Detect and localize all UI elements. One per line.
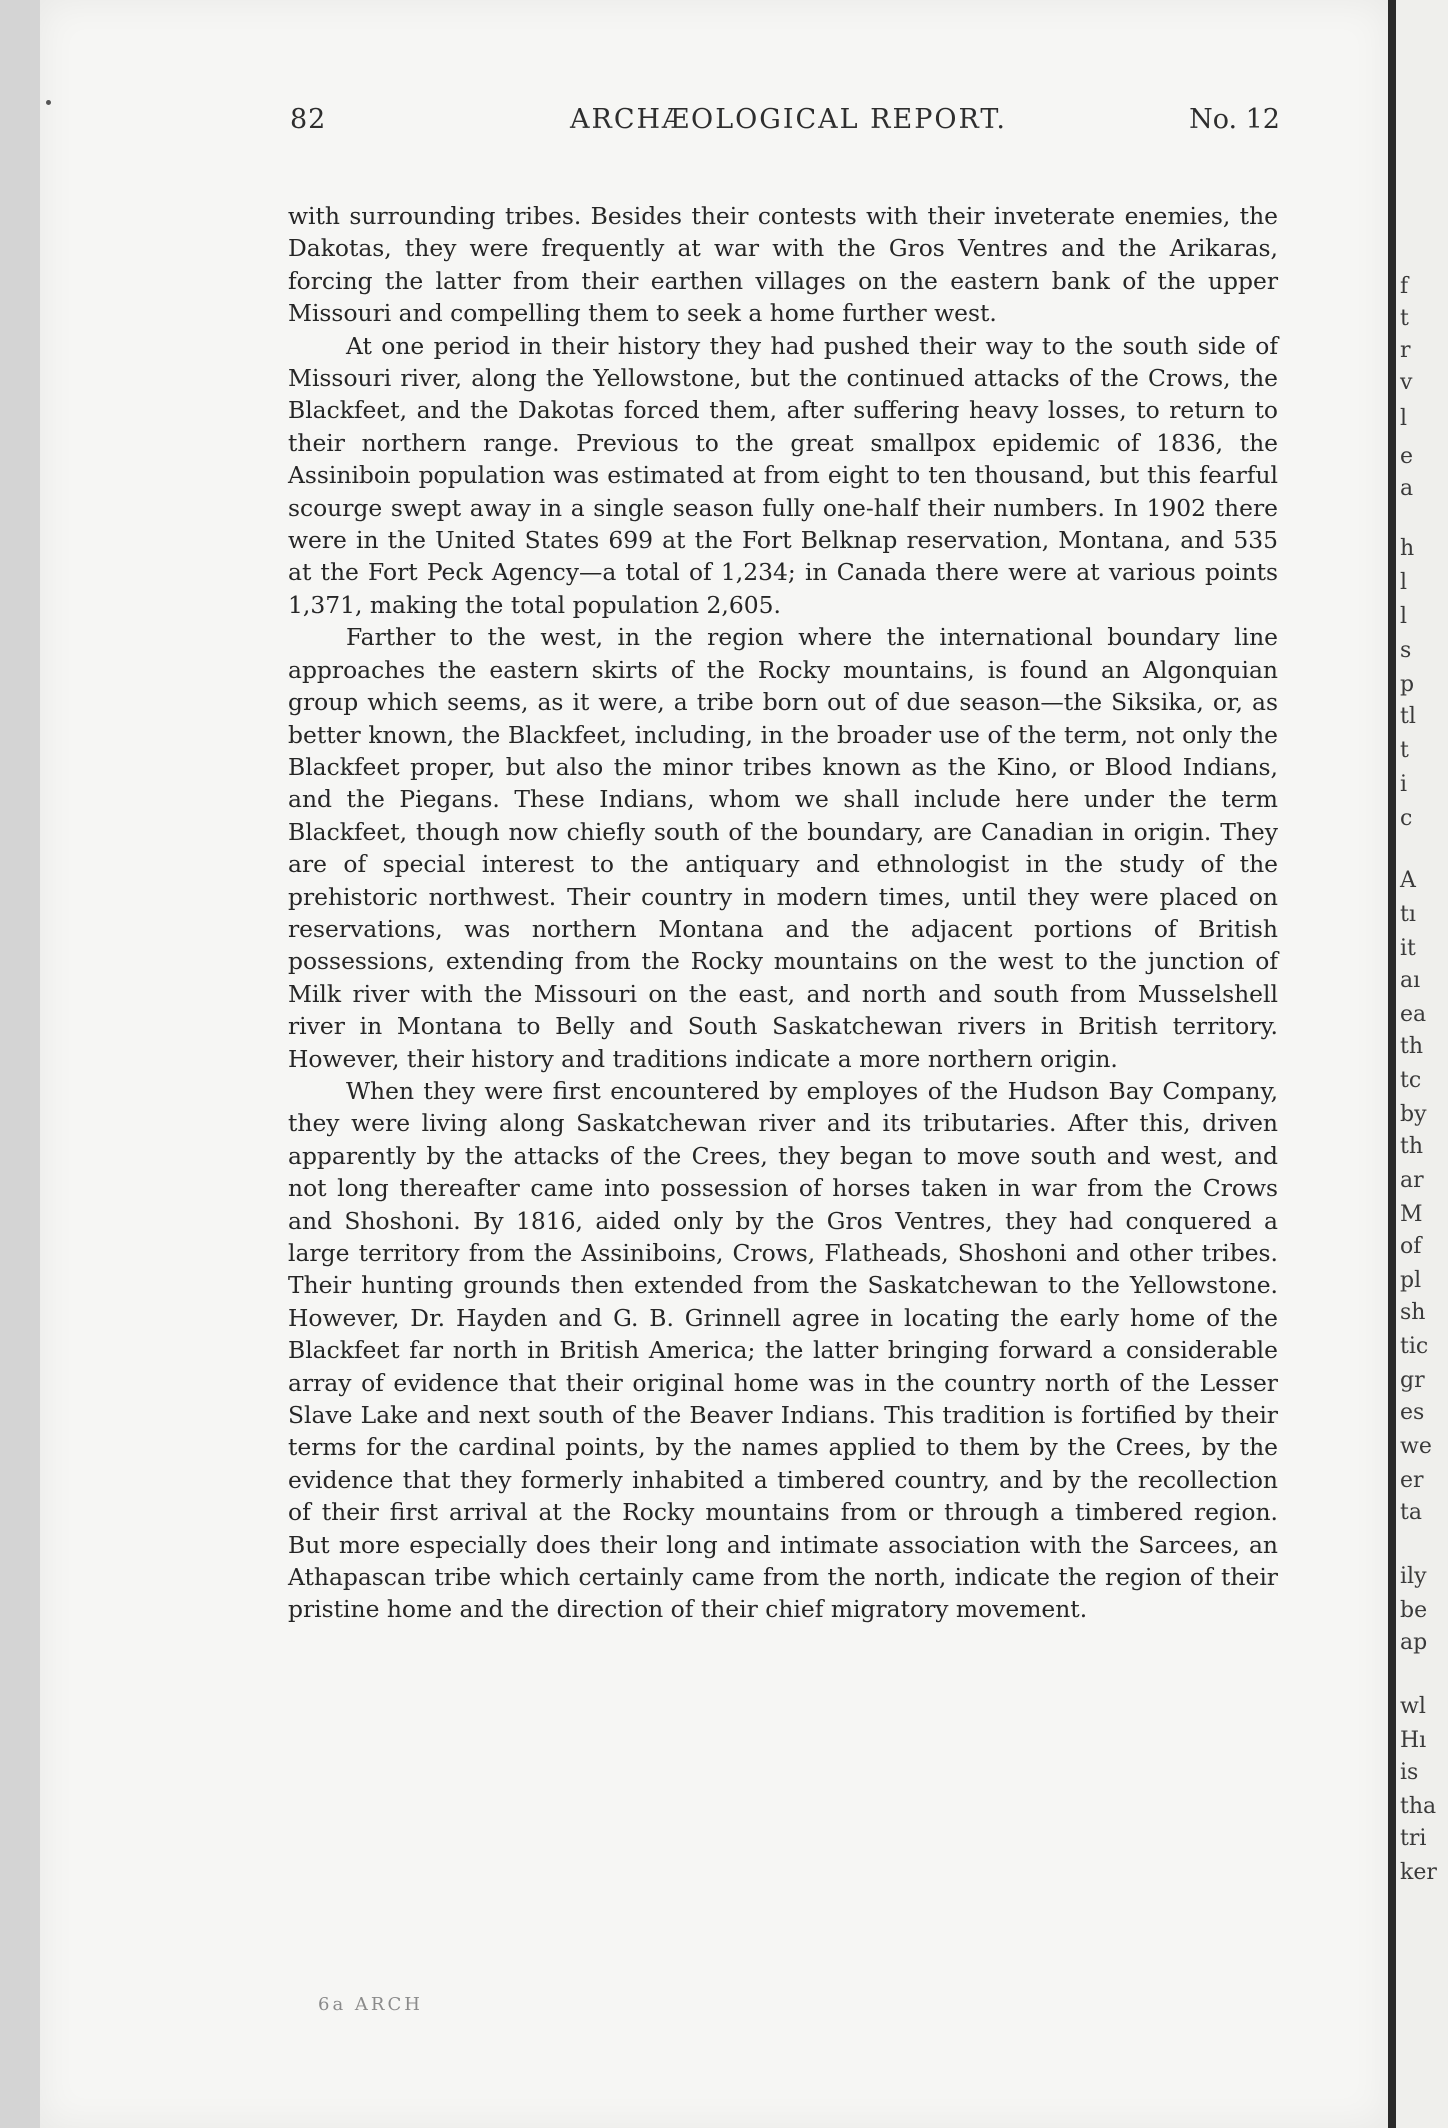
paragraph-3: Farther to the west, in the region where the international boundary line approaches the eastern skirts of the Rocky mountains, is found an Algonquian group which seems, as it were, a tribe born out of due season—the Siksika, or, as better known, the Blackfeet, including, in the broader use of the term, not only the Blackfeet proper, but also the minor tribes known as the Kino, or Blood Indians, and the Piegans. These Indians, whom we shall include here under the term Blackfeet, though now chiefly south of the boundary, are Canadian in origin. They are of special interest to the antiquary and ethnologist in the study of the prehistoric northwest. Their country in modern times, until they were placed on reservations, was northern Montana and the adjacent portions of British possessions, extending from the Rocky mountains on the west to the junction of Milk river with the Missouri on the east, and north and south from Musselshell river in Montana to Belly and South Saskatchewan rivers in British territory. However, their history and traditions indicate a more northern origin. <box>288 623 1278 1073</box>
adjacent-page-fragment: l <box>1400 406 1408 431</box>
adjacent-page-fragment: of <box>1400 1234 1422 1259</box>
adjacent-page-fragment: ker <box>1400 1860 1437 1885</box>
adjacent-page-fragment: M <box>1400 1202 1423 1227</box>
paragraph-4: When they were first encountered by employes of the Hudson Bay Company, they were living along Saskatchewan river and its tributaries. After this, driven apparently by the attacks of the Crees, they began to move south and west, and not long thereafter came into possession of horses taken in war from the Crows and Shoshoni. By 1816, aided only by the Gros Ventres, they had conquered a large territory from the Assiniboins, Crows, Flatheads, Shoshoni and other tribes. Their hunting grounds then extended from the Saskatchewan to the Yellowstone. However, Dr. Hayden and G. B. Grinnell agree in locating the early home of the Blackfeet far north in British America; the latter bringing forward a considerable array of evidence that their original home was in the country north of the Lesser Slave Lake and next south of the Beaver Indians. This tradition is fortified by their terms for the cardinal points, by the names applied to them by the Crees, by the evidence that they formerly inhabited a timbered country, and by the recollection of their first arrival at the Rocky mountains from or through a timbered region. But more especially does their long and intimate association with the Sarcees, an Athapascan tribe which certainly came from the north, indicate the region of their pristine home and the direction of their chief migratory movement. <box>288 1076 1278 1624</box>
adjacent-page-fragment: p <box>1400 672 1415 697</box>
adjacent-page-fragment: er <box>1400 1468 1424 1493</box>
adjacent-page-fragment: ea <box>1400 1002 1427 1027</box>
adjacent-page-fragment: we <box>1400 1434 1432 1459</box>
adjacent-page-fragment: tı <box>1400 902 1416 927</box>
adjacent-page-fragment: gr <box>1400 1368 1425 1393</box>
adjacent-page-fragment: h <box>1400 536 1415 561</box>
adjacent-page-fragment: a <box>1400 476 1414 501</box>
adjacent-page-fragment: l <box>1400 570 1408 595</box>
adjacent-page-fragment: pl <box>1400 1268 1422 1293</box>
running-header <box>290 104 1280 140</box>
report-number: No. 12 <box>1189 104 1280 135</box>
paragraph-1: with surrounding tribes. Besides their contests with their inveterate enemies, the Dakotas, they were frequently at war with the Gros Ventres and the Arikaras, forcing the latter from their earthen villages on the eastern bank of the upper Missouri and compelling them to seek a home further west. <box>288 202 1278 328</box>
adjacent-page-fragment: aı <box>1400 968 1421 993</box>
adjacent-page-fragment: ap <box>1400 1630 1428 1655</box>
adjacent-page-fragment: t <box>1400 738 1409 763</box>
adjacent-page-fragment: tc <box>1400 1068 1422 1093</box>
adjacent-page-fragment: tic <box>1400 1334 1429 1359</box>
adjacent-page-fragment: s <box>1400 638 1412 663</box>
adjacent-page-edge <box>1396 0 1448 2128</box>
adjacent-page-fragment: v <box>1400 370 1413 395</box>
adjacent-page-fragment: be <box>1400 1598 1428 1623</box>
adjacent-page-fragment: tl <box>1400 704 1416 729</box>
adjacent-page-fragment: is <box>1400 1760 1419 1785</box>
signature-mark: 6a ARCH <box>318 1994 423 2015</box>
adjacent-page-fragment: f <box>1400 274 1409 299</box>
adjacent-page-fragment: ily <box>1400 1564 1427 1589</box>
adjacent-page-fragment: l <box>1400 604 1408 629</box>
adjacent-page-fragment: t <box>1400 306 1409 331</box>
adjacent-page-fragment: sh <box>1400 1300 1426 1325</box>
adjacent-page-fragment: i <box>1400 772 1408 797</box>
adjacent-page-fragment: ar <box>1400 1168 1424 1193</box>
adjacent-page-fragment: Hı <box>1400 1728 1427 1753</box>
adjacent-page-fragment: tha <box>1400 1794 1437 1819</box>
adjacent-page-fragment: es <box>1400 1400 1425 1425</box>
adjacent-page-fragment: A <box>1400 868 1416 893</box>
adjacent-page-fragment: c <box>1400 806 1413 831</box>
adjacent-page-fragment: it <box>1400 936 1416 961</box>
running-title: ARCHÆOLOGICAL REPORT. <box>570 104 1007 135</box>
adjacent-page-fragment: tri <box>1400 1826 1427 1851</box>
adjacent-page-fragment: e <box>1400 444 1414 469</box>
adjacent-page-fragment: th <box>1400 1134 1424 1159</box>
adjacent-page-fragment: ta <box>1400 1500 1422 1525</box>
body-text <box>288 200 1278 1626</box>
adjacent-page-fragment: th <box>1400 1034 1424 1059</box>
adjacent-page-fragment: by <box>1400 1102 1427 1127</box>
paragraph-2: At one period in their history they had pushed their way to the south side of Missouri river, along the Yellowstone, but the continued attacks of the Crows, the Blackfeet, and the Dakotas forced them, after suffering heavy losses, to return to their northern range. Previous to the great smallpox epidemic of 1836, the Assiniboin population was estimated at from eight to ten thousand, but this fearful scourge swept away in a single season fully one-half their numbers. In 1902 there were in the United States 699 at the Fort Belknap reservation, Montana, and 535 at the Fort Peck Agency—a total of 1,234; in Canada there were at various points 1,371, making the total population 2,605. <box>288 331 1278 619</box>
adjacent-page-fragment: r <box>1400 338 1411 363</box>
scan-speck <box>46 100 51 105</box>
adjacent-page-fragment: wl <box>1400 1694 1426 1719</box>
page-number: 82 <box>290 104 327 135</box>
book-gutter <box>1388 0 1396 2128</box>
